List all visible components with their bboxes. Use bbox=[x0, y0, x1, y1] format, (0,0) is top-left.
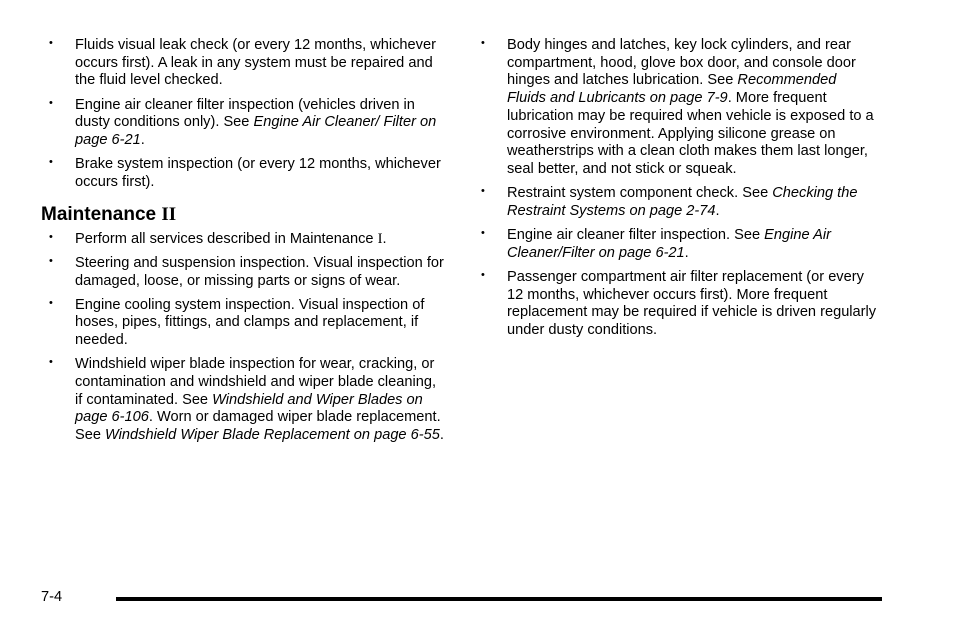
item-text: Perform all services described in Maintenance bbox=[75, 230, 378, 247]
bullet-icon: • bbox=[49, 254, 53, 267]
list-item bbox=[41, 37, 446, 90]
item-tail: . bbox=[140, 132, 145, 149]
cross-reference-link[interactable]: Recommended Fluids and Lubricants on page 7-9 bbox=[507, 72, 837, 107]
right-list bbox=[473, 37, 878, 340]
cross-reference-link[interactable]: Engine Air Cleaner/Filter on page 6-21 bbox=[507, 227, 831, 261]
list-item bbox=[473, 269, 878, 340]
footer-divider bbox=[116, 597, 882, 601]
item-text: Restraint system component check. See bbox=[507, 185, 773, 202]
item-tail: . bbox=[715, 202, 720, 219]
item-text: Steering and suspension inspection. Visual inspection for damaged, loose, or missing parts or signs of wear. bbox=[75, 254, 444, 289]
intro-list bbox=[41, 37, 446, 192]
section-heading bbox=[41, 204, 446, 226]
bullet-icon: • bbox=[481, 185, 485, 198]
item-tail: . More frequent lubrication may be required when vehicle is exposed to a corrosive environment. Applying silicone grease on weatherstrips with a clean cloth makes them last longer, seal better, and not stick or squeak. bbox=[507, 90, 874, 177]
item-text: Body hinges and latches, key lock cylinders, and rear compartment, hood, glove box door, and console door hinges and latches lubrication. See bbox=[507, 37, 856, 89]
section-title-roman: II bbox=[161, 203, 177, 225]
list-item bbox=[41, 297, 446, 350]
item-text: Engine air cleaner filter inspection (vehicles driven in dusty conditions only). See bbox=[75, 96, 415, 131]
item-tail: . bbox=[439, 427, 444, 444]
item-text: Engine cooling system inspection. Visual inspection of hoses, pipes, fittings, and clamps and replacement, if needed. bbox=[75, 296, 425, 349]
item-mid: . Worn or damaged wiper blade replacement. See bbox=[75, 409, 441, 444]
cross-reference-link[interactable]: Windshield Wiper Blade Replacement on page 6-55 bbox=[105, 427, 440, 444]
bullet-icon: • bbox=[49, 296, 53, 309]
item-text: Brake system inspection (or every 12 months, whichever occurs first). bbox=[75, 156, 441, 190]
list-item bbox=[41, 156, 446, 191]
cross-reference-link[interactable]: Engine Air Cleaner/ Filter on page 6-21 bbox=[75, 114, 437, 149]
list-item bbox=[473, 37, 878, 179]
item-tail: . bbox=[382, 230, 387, 247]
bullet-icon: • bbox=[49, 356, 53, 369]
bullet-icon: • bbox=[49, 230, 53, 243]
left-column bbox=[41, 37, 446, 451]
section-title-text: Maintenance bbox=[41, 203, 157, 225]
item-roman: I bbox=[377, 230, 383, 247]
bullet-icon: • bbox=[481, 37, 485, 49]
item-text: Fluids visual leak check (or every 12 months, whichever occurs first). A leak in any system must be repaired and the fluid level checked. bbox=[75, 37, 436, 89]
list-item bbox=[473, 185, 878, 220]
bullet-icon: • bbox=[481, 227, 485, 240]
item-text: Passenger compartment air filter replacement (or every 12 months, whichever occurs first). More frequent replacement may be required if vehicle is driven regularly under dusty conditions. bbox=[507, 268, 877, 339]
bullet-icon: • bbox=[49, 156, 53, 169]
cross-reference-link[interactable]: Checking the Restraint Systems on page 2-74 bbox=[507, 185, 858, 219]
list-item bbox=[41, 97, 446, 150]
right-column bbox=[473, 37, 878, 346]
cross-reference-link[interactable]: Windshield and Wiper Blades on page 6-106 bbox=[75, 391, 423, 426]
page-number: 7-4 bbox=[41, 589, 63, 605]
bullet-icon: • bbox=[49, 37, 53, 49]
bullet-icon: • bbox=[49, 96, 53, 109]
list-item bbox=[473, 227, 878, 262]
maintenance-list bbox=[41, 231, 446, 445]
list-item bbox=[41, 231, 446, 249]
item-tail: . bbox=[684, 244, 689, 261]
list-item bbox=[41, 255, 446, 290]
bullet-icon: • bbox=[481, 268, 485, 281]
list-item bbox=[41, 356, 446, 445]
item-text: Windshield wiper blade inspection for wear, cracking, or contamination and windshield and wiper blade cleaning, if contaminated. See bbox=[75, 356, 437, 408]
item-text: Engine air cleaner filter inspection. See bbox=[507, 227, 765, 244]
